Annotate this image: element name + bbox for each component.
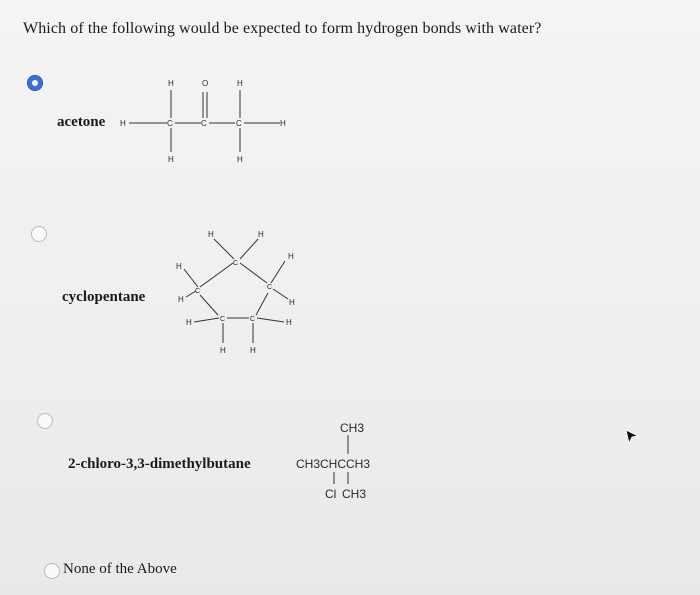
atom-h: H [280, 119, 286, 128]
formula-bottom-right: CH3 [342, 487, 367, 501]
mouse-cursor-icon [624, 428, 640, 446]
atom-h: H [176, 262, 182, 271]
atom-h: H [258, 230, 264, 239]
radio-none-of-the-above[interactable] [44, 563, 60, 579]
atom-h: H [286, 318, 292, 327]
formula-bottom-left: Cl [325, 487, 337, 501]
option-label-cyclopentane: cyclopentane [62, 289, 146, 305]
atom-h: H [120, 119, 126, 128]
atom-c: C [167, 119, 173, 128]
atom-c: C [250, 316, 256, 323]
radio-cyclopentane[interactable] [31, 226, 47, 242]
option-label-chlorodimethylbutane: 2-chloro-3,3-dimethylbutane [68, 456, 251, 472]
atom-h: H [288, 252, 294, 261]
atom-c: C [220, 316, 226, 323]
atom-c: C [201, 119, 207, 128]
atom-h: H [289, 298, 295, 307]
cyclopentane-structure [170, 225, 310, 365]
formula-top: CH3 [340, 421, 365, 435]
option-label-none: None of the Above [63, 561, 177, 577]
radio-chlorodimethylbutane[interactable] [37, 413, 53, 429]
atom-h: H [250, 346, 256, 355]
atom-h: H [168, 155, 174, 164]
atom-c: C [267, 284, 273, 291]
option-label-acetone: acetone [57, 114, 106, 130]
chlorodimethylbutane-structure [292, 418, 402, 508]
formula-main: CH3CHCCH3 [296, 457, 371, 471]
atom-h: H [208, 230, 214, 239]
atom-c: C [195, 288, 201, 295]
atom-h: H [237, 79, 243, 88]
atom-h: H [168, 79, 174, 88]
radio-acetone[interactable] [27, 75, 43, 91]
atom-h: H [220, 346, 226, 355]
question-text: Which of the following would be expected to form hydrogen bonds with water? [23, 20, 542, 37]
radio-selected-dot [32, 80, 38, 86]
atom-c: C [233, 260, 239, 267]
atom-c: C [236, 119, 242, 128]
atom-h: H [237, 155, 243, 164]
atom-h: H [186, 318, 192, 327]
atom-h: H [178, 295, 184, 304]
atom-o: O [202, 79, 209, 88]
acetone-structure [120, 70, 290, 170]
